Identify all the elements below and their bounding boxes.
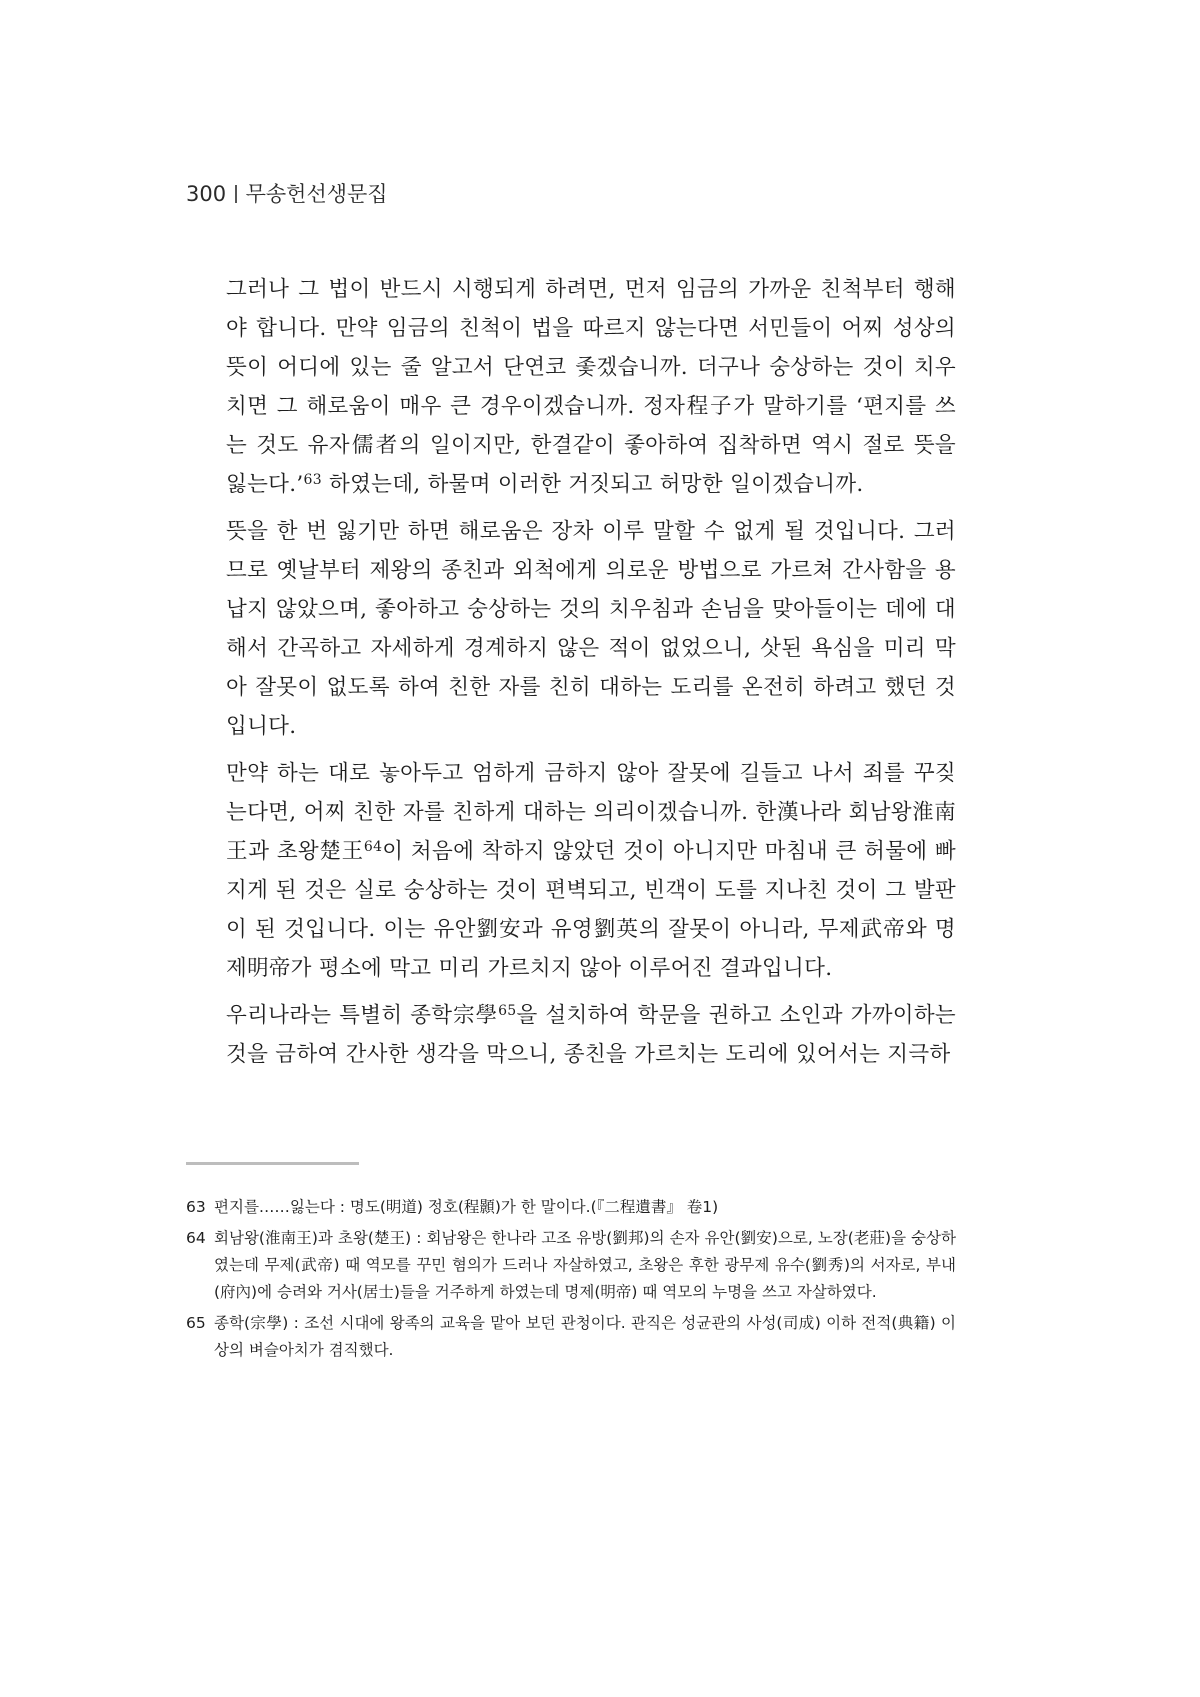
footnote-text: 편지를……잃는다 : 명도(明道) 정호(程顥)가 한 말이다.(『二程遺書』 卷1) <box>214 1198 719 1216</box>
footnote-item <box>186 1310 956 1364</box>
footnote-number: 65 <box>186 1314 206 1332</box>
main-text <box>226 270 956 1077</box>
footnote-divider <box>186 1162 359 1165</box>
footnote-reference: 63 <box>303 472 322 488</box>
footnotes <box>186 1194 956 1368</box>
body-paragraph <box>226 270 956 504</box>
paragraph-text: 우리나라는 특별히 종학宗學 <box>226 1003 499 1028</box>
footnote-reference: 64 <box>363 839 383 855</box>
book-title: 무송헌선생문집 <box>245 182 388 206</box>
paragraph-text: 이 처음에 착하지 않았던 것이 아니지만 마침내 큰 허물에 빠지게 된 것은 실로 숭상하는 것이 편벽되고, 빈객이 도를 지나친 것이 그 발판이 된 것입니다. 이는 유안劉安과 유영劉英의 잘못이 아니라, 무제武帝와 명제明帝가 평소에 막고 미리 가르치지 않아 이루어진 결과입니다. <box>226 839 956 981</box>
running-header <box>186 180 388 208</box>
body-paragraph <box>226 996 956 1074</box>
footnote-item <box>186 1225 956 1306</box>
footnote-number: 63 <box>186 1198 206 1216</box>
footnote-text: 회남왕(淮南王)과 초왕(楚王) : 회남왕은 한나라 고조 유방(劉邦)의 손자 유안(劉安)으로, 노장(老莊)을 숭상하였는데 무제(武帝) 때 역모를 꾸민 혐의가 드러나 자살하였고, 초왕은 후한 광무제 유수(劉秀)의 서자로, 부내(府內)에 승려와 거사(居士)들을 거주하게 하였는데 명제(明帝) 때 역모의 누명을 쓰고 자살하였다. <box>214 1229 956 1301</box>
paragraph-text: 을 설치하여 학문을 권하고 소인과 가까이하는 것을 금하여 간사한 생각을 막으니, 종친을 가르치는 도리에 있어서는 지극하 <box>226 1003 956 1067</box>
page-number: 300 <box>186 182 227 206</box>
body-paragraph <box>226 754 956 988</box>
footnote-item <box>186 1194 956 1221</box>
footnote-number: 64 <box>186 1229 206 1247</box>
footnote-text: 종학(宗學) : 조선 시대에 왕족의 교육을 맡아 보던 관청이다. 관직은 성균관의 사성(司成) 이하 전적(典籍) 이상의 벼슬아치가 겸직했다. <box>214 1314 956 1359</box>
paragraph-text: 뜻을 한 번 잃기만 하면 해로움은 장차 이루 말할 수 없게 될 것입니다. 그러므로 옛날부터 제왕의 종친과 외척에게 의로운 방법으로 가르쳐 간사함을 용납지 않았으며, 좋아하고 숭상하는 것의 치우침과 손님을 맞아들이는 데에 대해서 간곡하고 자세하게 경계하지 않은 적이 없었으니, 삿된 욕심을 미리 막아 잘못이 없도록 하여 친한 자를 친히 대하는 도리를 온전히 하려고 했던 것입니다. <box>226 519 956 739</box>
footnote-reference: 65 <box>498 1003 517 1019</box>
paragraph-text: 그러나 그 법이 반드시 시행되게 하려면, 먼저 임금의 가까운 친척부터 행해야 합니다. 만약 임금의 친척이 법을 따르지 않는다면 서민들이 어찌 성상의 뜻이 어디에 있는 줄 알고서 단연코 좇겠습니까. 더구나 숭상하는 것이 치우치면 그 해로움이 매우 큰 경우이겠습니까. 정자程子가 말하기를 ‘편지를 쓰는 것도 유자儒者의 일이지만, 한결같이 좋아하여 집착하면 역시 절로 뜻을 잃는다.’ <box>226 277 956 497</box>
body-paragraph <box>226 512 956 746</box>
paragraph-text: 하였는데, 하물며 이러한 거짓되고 허망한 일이겠습니까. <box>321 472 864 497</box>
paragraph-text: 만약 하는 대로 놓아두고 엄하게 금하지 않아 잘못에 길들고 나서 죄를 꾸짖는다면, 어찌 친한 자를 친하게 대하는 의리이겠습니까. 한漢나라 회남왕淮南王과 초왕楚王 <box>226 761 956 864</box>
header-divider <box>235 185 237 203</box>
